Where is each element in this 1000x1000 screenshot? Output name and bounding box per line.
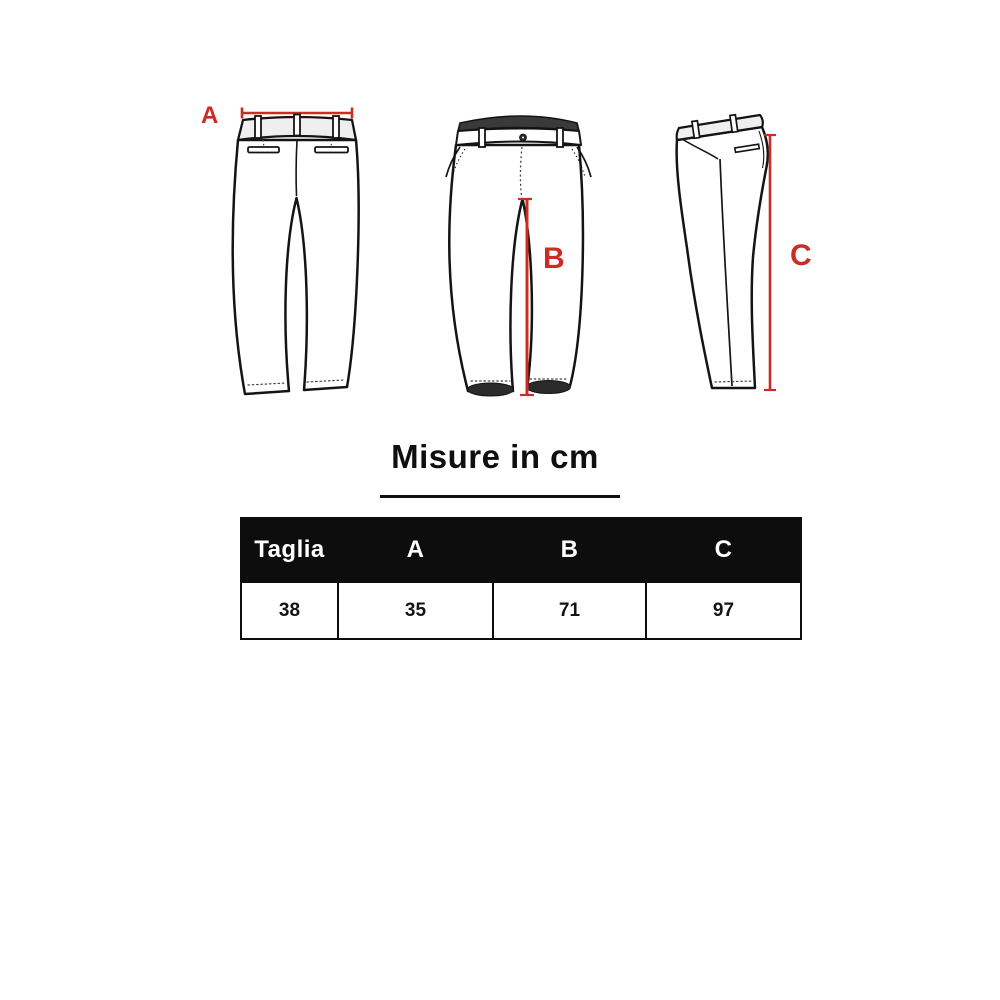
pants-side-view-drawing — [665, 95, 810, 410]
front-button-center — [522, 137, 524, 139]
measure-label-c: C — [790, 239, 812, 272]
size-cell-taglia: 38 — [241, 582, 338, 639]
pants-back-view-figure — [215, 95, 380, 410]
size-chart-title: Misure in cm — [391, 438, 599, 475]
measure-label-a: A — [201, 102, 219, 129]
side-silhouette — [677, 127, 768, 388]
pants-side-view-figure — [665, 95, 810, 410]
size-table-header-b: B — [493, 518, 646, 582]
size-cell-c: 97 — [646, 582, 801, 639]
back-center-seam — [296, 140, 297, 196]
size-table — [240, 517, 802, 640]
size-table-header-c: C — [646, 518, 801, 582]
size-cell-b: 71 — [493, 582, 646, 639]
size-table-header-a: A — [338, 518, 493, 582]
size-table-row — [241, 582, 801, 639]
size-cell-a: 35 — [338, 582, 493, 639]
pants-front-view-drawing — [438, 95, 603, 410]
size-table-header-taglia: Taglia — [241, 518, 338, 582]
measure-label-b: B — [543, 242, 565, 275]
pants-back-view-drawing — [215, 95, 380, 410]
pants-front-view-figure — [438, 95, 603, 410]
title-underline — [380, 495, 620, 498]
size-table-header-row — [241, 518, 801, 582]
